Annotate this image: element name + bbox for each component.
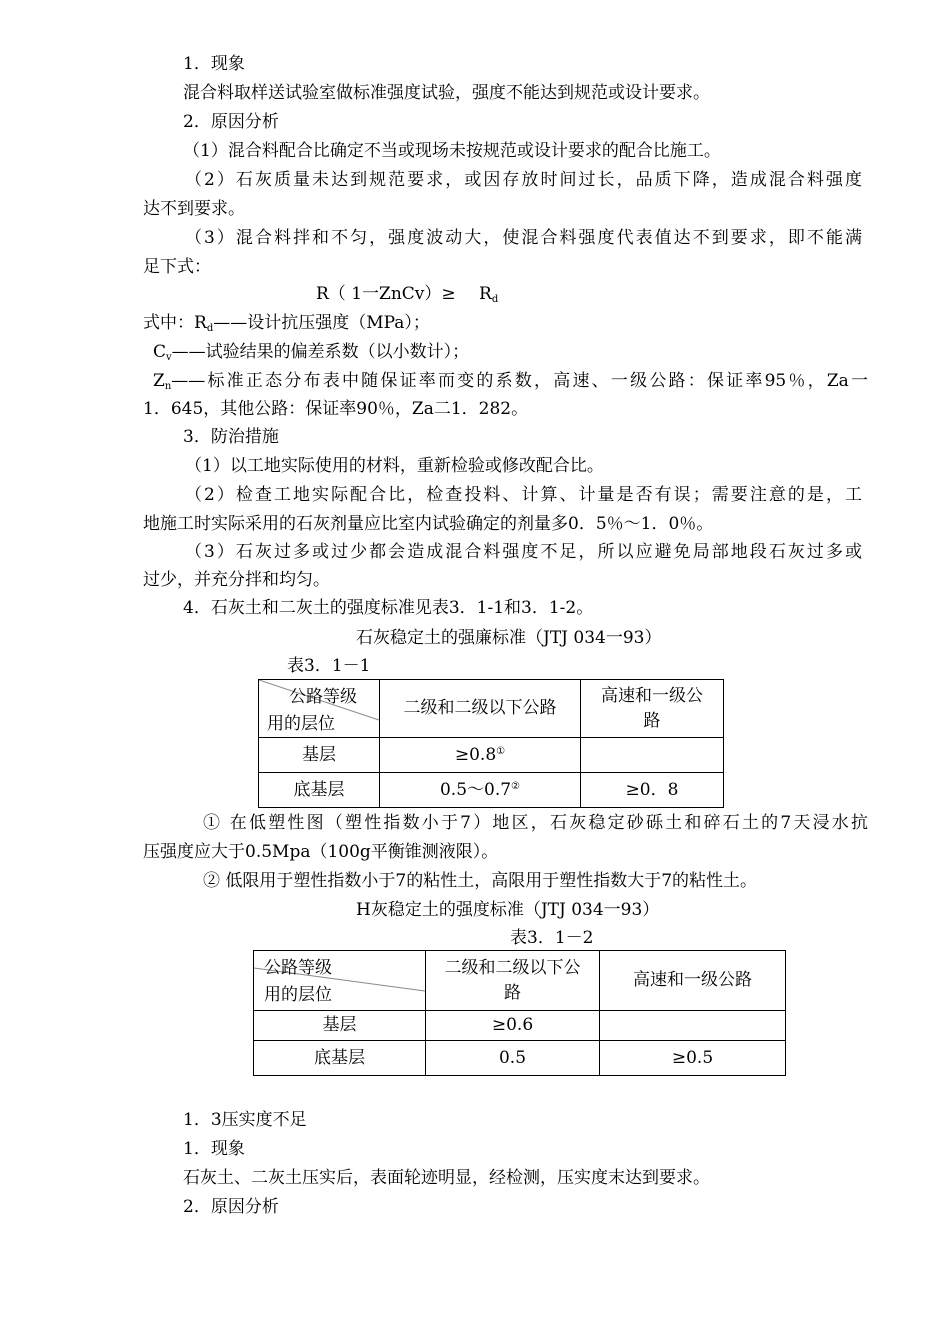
table-row: 基层 ≥0.6 (254, 1011, 786, 1041)
section-heading: 3．防治措施 (183, 427, 279, 447)
symbol-definition: $Z_n——$标准正态分布表中随保证率而变的系数，高速、一级公路：保证率95％，Za一 (153, 371, 868, 392)
measure-item-2-cont: 地施工时实际采用的石灰剂量应比室内试验确定的剂量多0．5％～1．0％。 (143, 514, 714, 534)
table-row: 底基层 0.5 ≥0.5 (254, 1041, 786, 1076)
paragraph: 石灰土、二灰土压实后，表面轮迹明显，经检测，压实度末达到要求。 (183, 1168, 710, 1188)
table-corner-header: 公路等级 用的层位 (254, 951, 426, 1011)
column-header: 高速和一级公 路 (581, 680, 724, 738)
table-label: 表3．1－1 (287, 656, 371, 676)
strength-table-2 (253, 950, 786, 1076)
table-caption: 石灰稳定土的强廉标准（JTJ 034一93） (356, 628, 662, 648)
section-heading: 1．现象 (183, 1139, 245, 1159)
section-heading: 2．原因分析 (183, 112, 279, 132)
formula (316, 284, 498, 304)
section-title: 1．3压实度不足 (183, 1110, 307, 1130)
symbol-definition: 式中：$R_d——$设计抗压强度（MPa）； (143, 313, 430, 334)
symbol-definition: $C_v——$试验结果的偏差系数（以小数计）； (153, 342, 470, 363)
table-corner-header: 公路等级 用的层位 (259, 680, 380, 738)
symbol-definition-cont: 1．645，其他公路：保证率90％，Za二1．282。 (143, 399, 529, 419)
measure-item-1: （1）以工地实际使用的材料，重新检验或修改配合比。 (185, 456, 604, 476)
column-header: 高速和一级公路 (600, 951, 786, 1011)
table-note: ① 在低塑性图（塑性指数小于7）地区，石灰稳定砂砾土和碎石土的7天浸水抗 (203, 813, 868, 833)
cause-item-2-cont: 达不到要求。 (143, 199, 245, 219)
cause-item-3-cont: 足下式： (143, 257, 211, 277)
table-row: 基层 ≥0.8① (259, 738, 724, 773)
table-caption: H灰稳定土的强度标准（JTJ 034一93） (356, 900, 660, 920)
cause-item-2: （2）石灰质量未达到规范要求，或因存放时间过长，品质下降，造成混合料强度 (185, 170, 862, 190)
section-heading: 4．石灰土和二灰土的强度标准见表3．1-1和3．1-2。 (183, 598, 594, 618)
formula-right: R (479, 284, 492, 304)
table-note-cont: 压强度应大于0.5Mpa（100g平衡锥测液限）。 (143, 842, 499, 862)
measure-item-2: （2）检查工地实际配合比，检查投料、计算、计量是否有误；需要注意的是，工 (185, 485, 862, 505)
table-row: 底基层 0.5～0.7② ≥0．8 (259, 773, 724, 808)
measure-item-3: （3）石灰过多或过少都会造成混合料强度不足，所以应避免局部地段石灰过多或 (185, 542, 862, 562)
column-header: 二级和二级以下公路 (380, 680, 581, 738)
formula-left: R（ 1一ZnCv）≥ (316, 284, 456, 304)
measure-item-3-cont: 过少，并充分拌和均匀。 (143, 570, 330, 590)
table-label: 表3．1－2 (510, 928, 594, 948)
section-heading: 1．现象 (183, 54, 245, 74)
formula-subscript: d (491, 294, 499, 305)
cause-item-1: （1）混合料配合比确定不当或现场未按规范或设计要求的配合比施工。 (183, 141, 721, 161)
section-heading: 2．原因分析 (183, 1197, 279, 1217)
strength-table-1 (258, 679, 724, 808)
cause-item-3: （3）混合料拌和不匀，强度波动大，使混合料强度代表值达不到要求，即不能满 (185, 228, 862, 248)
table-note: ② 低限用于塑性指数小于7的粘性土，高限用于塑性指数大于7的粘性土。 (203, 871, 758, 891)
paragraph: 混合料取样送试验室做标准强度试验，强度不能达到规范或设计要求。 (183, 83, 710, 103)
column-header: 二级和二级以下公 路 (426, 951, 600, 1011)
